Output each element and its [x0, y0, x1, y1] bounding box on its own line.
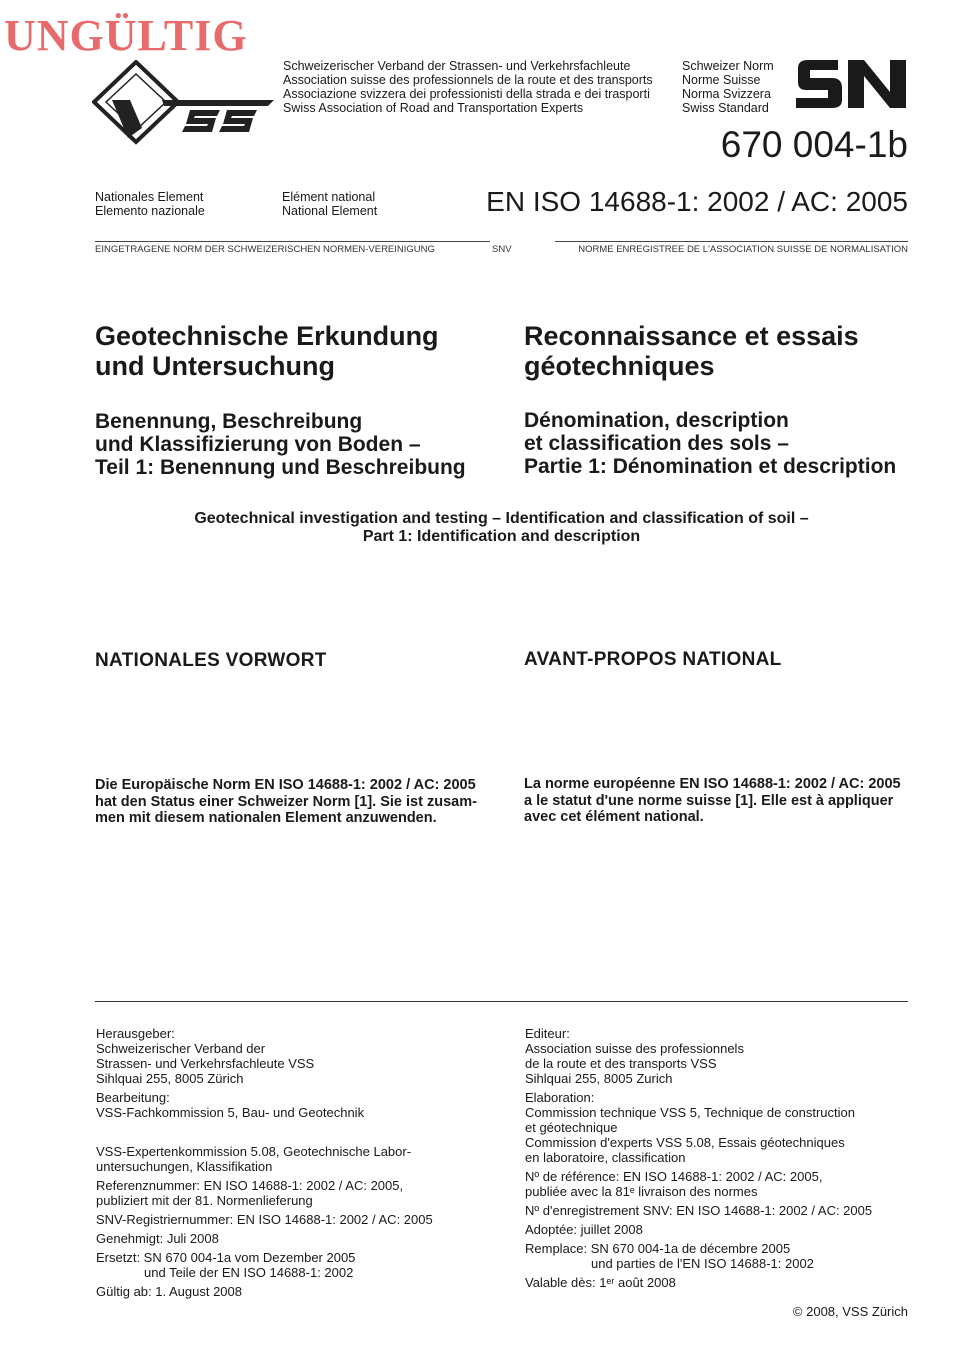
- registration-number-fr: Nº d'enregistrement SNV: EN ISO 14688-1: 2002 / AC: 2005: [525, 1203, 873, 1218]
- title-fr-line: géotechniques: [524, 351, 715, 381]
- editing-label-de: Bearbeitung:: [96, 1090, 170, 1105]
- publisher-label-fr: Editeur:: [525, 1026, 570, 1041]
- norm-type-en: Swiss Standard: [682, 101, 769, 115]
- subtitle-fr-line: et classification des sols –: [524, 432, 789, 455]
- experts-fr-line: en laboratoire, classification: [525, 1150, 686, 1165]
- subtitle-de: [95, 410, 466, 479]
- replaces-fr: Remplace: SN 670 004-1a de décembre 2005: [525, 1241, 791, 1256]
- registration-rule-left: [95, 241, 490, 242]
- editing-fr-line: et géotechnique: [525, 1120, 618, 1135]
- publisher-label-de: Herausgeber:: [96, 1026, 175, 1041]
- registration-de: EINGETRAGENE NORM DER SCHWEIZERISCHEN NORMEN-VEREINIGUNG: [95, 244, 435, 255]
- approved-fr: Adoptée: juillet 2008: [525, 1222, 643, 1237]
- norm-type-labels: [682, 59, 774, 115]
- sn-logo-graphic: [792, 58, 908, 110]
- registration-snv: SNV: [492, 244, 512, 255]
- reference-de-line: publiziert mit der 81. Normenlieferung: [96, 1193, 313, 1208]
- subtitle-de-line: Teil 1: Benennung und Beschreibung: [95, 456, 466, 479]
- national-element-de: [95, 190, 205, 218]
- replaces-de: Ersetzt: SN 670 004-1a vom Dezember 2005: [96, 1250, 356, 1265]
- approved-de: Genehmigt: Juli 2008: [96, 1231, 219, 1246]
- registration-fr: NORME ENREGISTREE DE L'ASSOCIATION SUISSE DE NORMALISATION: [578, 244, 908, 255]
- foreword-fr-line: a le statut d'une norme suisse [1]. Elle est à appliquer: [524, 792, 894, 809]
- publisher-de-line: Sihlquai 255, 8005 Zürich: [96, 1071, 244, 1086]
- editing-fr-line: Commission technique VSS 5, Technique de construction: [525, 1105, 856, 1120]
- document-number: 670 004-1b: [720, 124, 908, 165]
- editing-label-fr: Elaboration:: [525, 1090, 595, 1105]
- title-en: [95, 510, 908, 546]
- foreword-text-fr: [524, 776, 901, 826]
- foreword-de-line: hat den Status einer Schweizer Norm [1]. Sie ist zusam-: [95, 793, 477, 810]
- foreword-heading-de: NATIONALES VORWORT: [95, 650, 327, 671]
- national-element-fr-line: Elément national: [282, 190, 376, 204]
- reference-de-line: Referenznummer: EN ISO 14688-1: 2002 / AC: 2005,: [96, 1178, 404, 1193]
- association-names: [283, 59, 653, 115]
- experts-de-line: untersuchungen, Klassifikation: [96, 1159, 273, 1174]
- title-en-line: Geotechnical investigation and testing – Identification and classification of soil –: [194, 510, 809, 527]
- registration-rule-right: [555, 241, 908, 242]
- national-element-fr: [282, 190, 377, 218]
- reference-fr-line: Nº de référence: EN ISO 14688-1: 2002 / AC: 2005,: [525, 1169, 823, 1184]
- publisher-de-line: Strassen- und Verkehrsfachleute VSS: [96, 1056, 315, 1071]
- subtitle-de-line: und Klassifizierung von Boden –: [95, 433, 421, 456]
- foreword-fr-line: avec cet élément national.: [524, 809, 704, 825]
- experts-de-line: VSS-Expertenkommission 5.08, Geotechnische Labor-: [96, 1144, 412, 1159]
- norm-type-de: Schweizer Norm: [682, 59, 774, 73]
- vss-logo: [92, 60, 277, 145]
- subtitle-fr-line: Dénomination, description: [524, 409, 789, 432]
- publisher-fr-line: Association suisse des professionnels: [525, 1041, 744, 1056]
- imprint-fr: [525, 1026, 915, 1290]
- reference-fr-line: publiée avec la 81ᵉ livraison des normes: [525, 1184, 758, 1199]
- foreword-de-line: Die Europäische Norm EN ISO 14688-1: 2002 / AC: 2005: [95, 777, 476, 793]
- foreword-de-line: men mit diesem nationalen Element anzuwenden.: [95, 810, 437, 826]
- association-de: Schweizerischer Verband der Strassen- und Verkehrsfachleute: [283, 59, 631, 73]
- experts-fr-line: Commission d'experts VSS 5.08, Essais géotechniques: [525, 1135, 845, 1150]
- title-de-line: Geotechnische Erkundung: [95, 321, 439, 351]
- valid-from-fr: Valable dès: 1ᵉʳ août 2008: [525, 1275, 676, 1290]
- publisher-de-line: Schweizerischer Verband der: [96, 1041, 266, 1056]
- footer-divider: [95, 1001, 908, 1002]
- valid-from-de: Gültig ab: 1. August 2008: [96, 1284, 242, 1299]
- national-element-de-line: Nationales Element: [95, 190, 204, 204]
- title-de-line: und Untersuchung: [95, 351, 335, 381]
- foreword-heading-fr: AVANT-PROPOS NATIONAL: [524, 649, 782, 670]
- registration-number-de: SNV-Registriernummer: EN ISO 14688-1: 2002 / AC: 2005: [96, 1212, 433, 1227]
- subtitle-de-line: Benennung, Beschreibung: [95, 410, 363, 433]
- association-it: Associazione svizzera dei professionisti della strada e dei trasporti: [283, 87, 650, 101]
- foreword-text-de: [95, 777, 477, 827]
- title-de: [95, 321, 439, 381]
- national-element-en-line: National Element: [282, 204, 378, 218]
- sn-logo: [792, 58, 908, 115]
- editing-de: VSS-Fachkommission 5, Bau- und Geotechnik: [96, 1105, 365, 1120]
- norm-type-it: Norma Svizzera: [682, 87, 771, 101]
- association-en: Swiss Association of Road and Transportation Experts: [283, 101, 584, 115]
- subtitle-fr-line: Partie 1: Dénomination et description: [524, 455, 897, 478]
- publisher-fr-line: Sihlquai 255, 8005 Zurich: [525, 1071, 673, 1086]
- invalid-stamp: UNGÜLTIG: [4, 11, 248, 60]
- replaces-de-cont: und Teile der EN ISO 14688-1: 2002: [144, 1265, 354, 1280]
- publisher-fr-line: de la route et des transports VSS: [525, 1056, 717, 1071]
- title-en-line: Part 1: Identification and description: [362, 528, 641, 545]
- title-fr-line: Reconnaissance et essais: [524, 321, 859, 351]
- association-fr: Association suisse des professionnels de la route et des transports: [283, 73, 653, 87]
- national-element-it-line: Elemento nazionale: [95, 204, 205, 218]
- replaces-fr-cont: und parties de l'EN ISO 14688-1: 2002: [591, 1256, 814, 1271]
- en-iso-reference: EN ISO 14688-1: 2002 / AC: 2005: [486, 186, 908, 217]
- imprint-de: [96, 1026, 496, 1299]
- norm-type-fr: Norme Suisse: [682, 73, 761, 87]
- copyright: © 2008, VSS Zürich: [792, 1304, 908, 1319]
- title-fr: [524, 321, 859, 381]
- foreword-fr-line: La norme européenne EN ISO 14688-1: 2002 / AC: 2005: [524, 776, 901, 792]
- subtitle-fr: [524, 409, 896, 478]
